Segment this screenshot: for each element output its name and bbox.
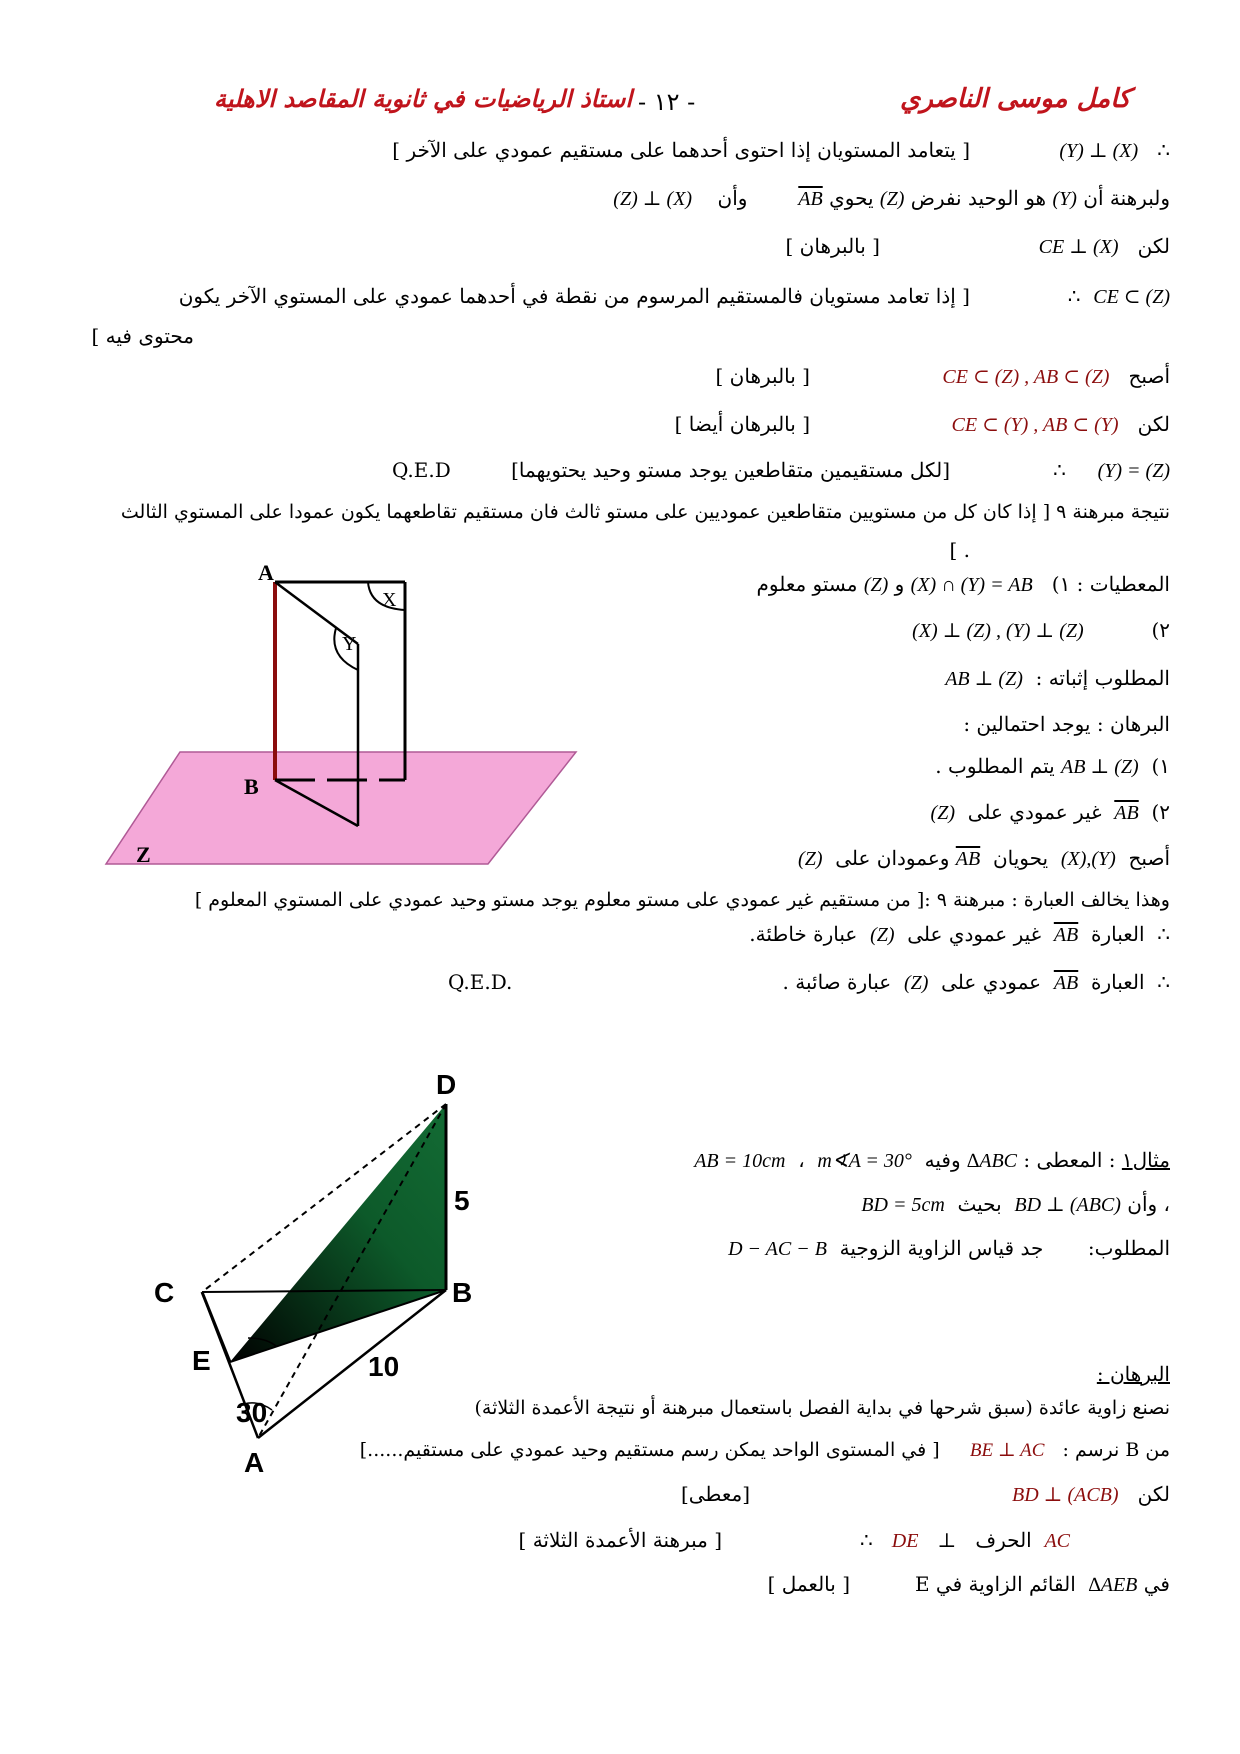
text: عمودي على [941, 970, 1042, 994]
math: CE ⊥ (X) [1038, 236, 1119, 258]
proof-title: البرهان : يوجد احتمالين : [963, 712, 1170, 736]
case-1 [935, 752, 1170, 781]
line-1-reason: [ يتعامد المستويان إذا احتوى أحدهما على مستقيم عمودي على الآخر ] [392, 138, 970, 162]
therefore-symbol: ∴ [1157, 138, 1170, 162]
line-1 [1059, 136, 1170, 165]
math: AB ⊥ (Z) [1061, 756, 1139, 778]
math: DE [891, 1530, 919, 1552]
example-given [694, 1146, 1170, 1175]
math: (Y) = (Z) [1097, 460, 1170, 482]
conclusion-false [749, 920, 1170, 949]
text: ٢) [1151, 800, 1170, 824]
example-proof-4-reason: [ مبرهنة الأعمدة الثلاثة ] [518, 1528, 722, 1552]
label-a2: A [244, 1447, 265, 1478]
text: غير عمودي على [907, 922, 1042, 946]
text: لكن [1137, 412, 1170, 436]
text: وفيه [924, 1148, 961, 1172]
math: (X),(Y) [1060, 848, 1116, 870]
math: ∆ABC [967, 1150, 1018, 1172]
math: (Y) [1052, 188, 1077, 210]
math: (Z) ⊥ (X) [613, 188, 693, 210]
example-title: مثال١ [1121, 1148, 1170, 1172]
required [945, 664, 1170, 693]
label-30: 30 [236, 1397, 268, 1428]
math: CE ⊂ (Z) , AB ⊂ (Z) [942, 366, 1110, 388]
contradiction: وهذا يخالف العبارة : مبرهنة ٩ :[ من مستقيم غير عمودي على مستو معلوم يوجد مستو وحيد عمودي على المستوي المعلوم ] [194, 889, 1170, 911]
text: المطلوب: [1087, 1236, 1170, 1260]
text: المطلوب إثباته : [1035, 666, 1170, 690]
corollary-9: نتيجة مبرهنة ٩ [ إذا كان كل من مستويين متقاطعين عموديين على مستو ثالث فان مستقيم تقاطعهما يكون عمودا على المستوي الثالث [120, 501, 1170, 523]
text: يتم المطلوب . [935, 754, 1055, 778]
author-name: كامل موسى الناصري [900, 84, 1131, 114]
math: BE ⊥ AC [969, 1440, 1045, 1461]
math: m∢A = 30° [817, 1150, 912, 1172]
example-proof-3-reason: [معطى] [680, 1482, 750, 1506]
therefore-symbol: ∴ [1157, 970, 1170, 994]
text: يحويان [992, 846, 1049, 870]
math: (Z) [870, 924, 895, 946]
example-proof-label [1097, 1360, 1170, 1388]
line-6-reason: [ بالبرهان أيضا ] [674, 412, 810, 436]
therefore-symbol: ∴ [1067, 284, 1081, 308]
text: و [894, 572, 905, 596]
example-proof-1: نصنع زاوية عائدة (سبق شرحها في بداية الفصل باستعمال مبرهنة أو نتيجة الأعمدة الثلاثة) [474, 1397, 1170, 1419]
math: $\overline{AB}$ [955, 848, 981, 870]
figure-pyramid [140, 1070, 500, 1490]
text: أصبح [1128, 364, 1170, 388]
example-given-2 [861, 1190, 1170, 1219]
text: من B نرسم : [1062, 1439, 1170, 1461]
text: يحوي [829, 186, 874, 210]
label-b2: B [452, 1277, 473, 1308]
math: CE ⊂ (Z) [1093, 286, 1170, 308]
label-c: C [154, 1277, 175, 1308]
math: $\overline{AB}$ [1053, 972, 1079, 994]
example-proof-5-reason: [ بالعمل ] [767, 1572, 850, 1596]
text: وعمودان على [835, 846, 950, 870]
text: [ في المستوى الواحد يمكن رسم مستقيم وحيد عمودي على مستقيم......] [359, 1439, 940, 1461]
math: BD = 5cm [861, 1194, 945, 1216]
math: $\overline{AB}$ [798, 188, 823, 210]
math: ∆AEB [1088, 1574, 1138, 1596]
math: (X) ∩ (Y) = AB [910, 574, 1033, 596]
qed-1: Q.E.D [392, 458, 451, 482]
text: ١) [1151, 754, 1170, 778]
case-2-line-2 [798, 844, 1170, 873]
label-z: Z [136, 842, 151, 867]
math: AB ⊥ (Z) [945, 668, 1023, 690]
math: AC [1044, 1530, 1070, 1552]
line-2 [613, 184, 1170, 213]
label-d: D [436, 1070, 457, 1100]
math: (X) ⊥ (Z) , (Y) ⊥ (Z) [912, 620, 1084, 642]
line-3-reason: [ بالبرهان ] [785, 234, 880, 258]
math-y-perp-x: (Y) ⊥ (X) [1059, 140, 1139, 162]
label-10: 10 [368, 1351, 400, 1382]
math: (Z) [798, 848, 823, 870]
therefore-symbol: ∴ [1157, 922, 1170, 946]
given-2 [912, 616, 1170, 645]
label-a: A [258, 560, 274, 585]
line-3 [1039, 232, 1170, 261]
math: $\overline{AB}$ [1114, 802, 1139, 824]
text: غير عمودي على [967, 800, 1102, 824]
text: لكن [1137, 1482, 1170, 1506]
line-5-reason: [ بالبرهان ] [715, 364, 810, 388]
text: مستو معلوم [756, 572, 858, 596]
text: أصبح [1128, 846, 1170, 870]
math: (Z) [879, 188, 905, 210]
author-role: استاذ الرياضيات في ثانوية المقاصد الاهلية [214, 84, 632, 113]
therefore-symbol: ∴ [859, 1528, 873, 1552]
text: هو الوحيد نفرض [910, 186, 1047, 210]
math: (Z) [863, 574, 889, 596]
conclusion-true [783, 968, 1170, 997]
text: بحيث [957, 1192, 1002, 1216]
example-proof-5 [915, 1570, 1170, 1599]
example-proof-4 [860, 1526, 1070, 1555]
line-4 [1068, 282, 1170, 311]
case-2 [931, 798, 1170, 827]
math: $\overline{AB}$ [1053, 924, 1079, 946]
label-5: 5 [454, 1185, 470, 1216]
text: عبارة صائبة . [782, 970, 892, 994]
line-4-cont: محتوى فيه ] [91, 324, 194, 348]
math: BD ⊥ (ACB) [1011, 1484, 1119, 1506]
text: : المعطى : [1023, 1148, 1116, 1172]
line-4-reason: [ إذا تعامد مستويان فالمستقيم المرسوم من نقطة في أحدهما عمودي على المستوي الآخر يكون [178, 284, 970, 308]
corollary-9-cont: . ] [949, 538, 970, 562]
face-deb [230, 1104, 446, 1362]
label-y: Y [342, 633, 357, 655]
plane-z [106, 752, 576, 864]
label-e: E [192, 1345, 211, 1376]
example-required [728, 1234, 1170, 1263]
example-proof-3 [1012, 1480, 1170, 1509]
line-5 [942, 362, 1170, 391]
text: العبارة [1090, 922, 1145, 946]
math: (Z) [930, 802, 955, 824]
math: AB = 10cm [694, 1150, 786, 1172]
text: العبارة [1090, 970, 1145, 994]
text: ⊥ [937, 1528, 957, 1552]
line-7 [1053, 456, 1170, 485]
text: البرهان : [1096, 1362, 1170, 1386]
given-1 [756, 570, 1170, 599]
math: D − AC − B [728, 1238, 827, 1260]
label-x: X [382, 589, 397, 611]
text: عبارة خاطئة. [749, 922, 858, 946]
text: لكن [1137, 234, 1170, 258]
math: BD ⊥ (ABC) [1014, 1194, 1121, 1216]
text: ، وأن [1127, 1192, 1170, 1216]
math: (Z) [903, 972, 929, 994]
figure-planes [100, 560, 580, 880]
text: جد قياس الزاوية الزوجية [839, 1236, 1044, 1260]
text: الحرف [975, 1528, 1032, 1552]
text: ، [798, 1148, 805, 1172]
text: المعطيات : ١) [1051, 572, 1170, 596]
line-6 [952, 410, 1170, 439]
page-number: - ١٢ - [638, 88, 696, 116]
text: في [1143, 1572, 1170, 1596]
line-7-reason: [لكل مستقيمين متقاطعين يوجد مستو وحيد يحتويهما] [511, 458, 950, 482]
text: ولبرهنة أن [1083, 186, 1170, 210]
text: القائم الزاوية في E [914, 1572, 1076, 1596]
text: ٢) [1151, 618, 1170, 642]
math: CE ⊂ (Y) , AB ⊂ (Y) [951, 414, 1119, 436]
therefore-symbol: ∴ [1053, 458, 1066, 482]
qed-2: Q.E.D. [448, 970, 513, 994]
label-b: B [244, 774, 259, 799]
text: وأن [717, 186, 748, 210]
